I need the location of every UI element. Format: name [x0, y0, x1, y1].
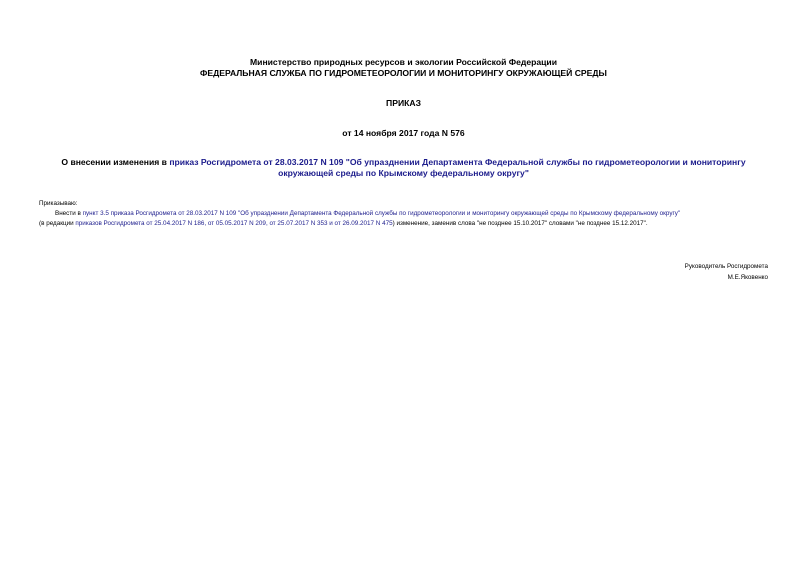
document-date-number: от 14 ноября 2017 года N 576	[342, 128, 465, 138]
signature-block	[685, 261, 768, 283]
ministry-name: Министерство природных ресурсов и экологии Российской Федерации	[250, 57, 557, 67]
body-paragraph-2: (в редакции приказов Росгидромета от 25.04.2017 N 186, от 05.05.2017 N 209, от 25.07.2017 N 353 и от 26.09.2017 N 475) изменение, заменив слова "не позднее 15.10.2017" словами "не позднее 15.12.2017".	[39, 220, 648, 227]
document-title	[0, 157, 807, 179]
service-name: ФЕДЕРАЛЬНАЯ СЛУЖБА ПО ГИДРОМЕТЕОРОЛОГИИ И МОНИТОРИНГУ ОКРУЖАЮЩЕЙ СРЕДЫ	[200, 68, 607, 78]
document-type: ПРИКАЗ	[386, 98, 421, 108]
document-header	[0, 57, 807, 79]
signatory-name: М.Е.Яковенко	[727, 274, 768, 281]
amending-orders-link[interactable]: приказов Росгидромета от 25.04.2017 N 186, от 05.05.2017 N 209, от 25.07.2017 N 353 и от 26.09.2017 N 475	[75, 220, 393, 227]
title-order-link[interactable]: приказ Росгидромета от 28.03.2017 N 109 "Об упразднении Департамента Федеральной службы по гидрометеорологии и мониторингу	[169, 157, 746, 167]
body-intro: Приказываю:	[39, 200, 78, 207]
body-paragraph-1: Внести в пункт 3.5 приказа Росгидромета от 28.03.2017 N 109 "Об упразднении Департамента Федеральной службы по гидрометеорологии и мониторингу окружающей среды по Крымскому федеральному округу"	[55, 210, 681, 217]
clause-link[interactable]: пункт 3.5 приказа Росгидромета от 28.03.2017 N 109 "Об упразднении Департамента Федеральной службы по гидрометеорологии и мониторингу окружающей среды по Крымскому федеральному округу"	[82, 210, 681, 217]
title-order-link-continued[interactable]: окружающей среды по Крымскому федеральному округу"	[278, 168, 529, 178]
signatory-position: Руководитель Росгидромета	[684, 263, 768, 270]
title-prefix: О внесении изменения в	[61, 157, 170, 167]
